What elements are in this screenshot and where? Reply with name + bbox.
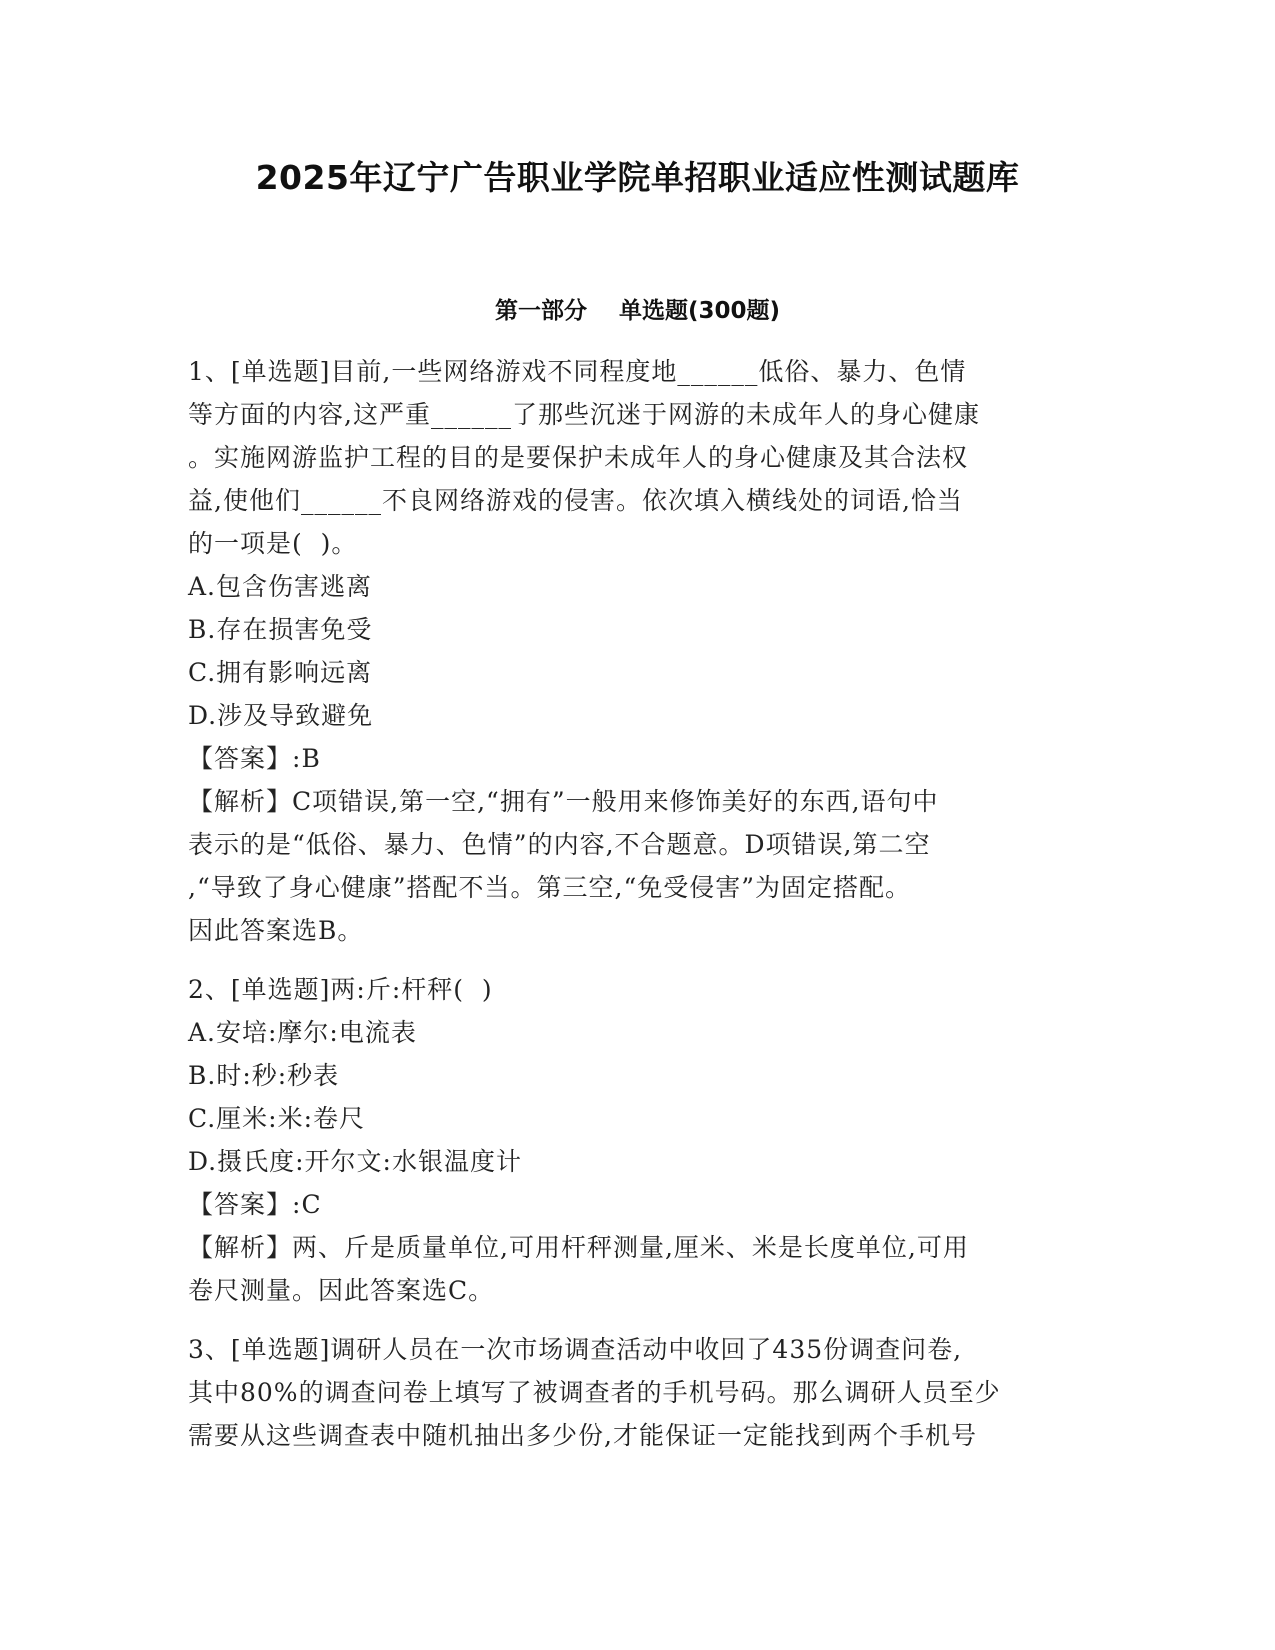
- analysis-line: 表示的是“低俗、暴力、色情”的内容,不合题意。D项错误,第二空: [188, 830, 931, 859]
- analysis-line: 卷尺测量。因此答案选C。: [188, 1276, 495, 1305]
- option-a: A.包含伤害逃离: [188, 572, 373, 601]
- document-body: [188, 350, 1088, 1457]
- analysis-line: ,“导致了身心健康”搭配不当。第三空,“免受侵害”为固定搭配。: [188, 873, 912, 902]
- question-3: [188, 1328, 1088, 1457]
- document-title: 2025年辽宁广告职业学院单招职业适应性测试题库: [255, 158, 1020, 197]
- analysis-line: [188, 1226, 1088, 1269]
- question-stem-line: 1、[单选题]目前,一些网络游戏不同程度地______低俗、暴力、色情: [188, 357, 967, 386]
- question-2: [188, 968, 1088, 1312]
- section-heading: 第一部分 单选题(300题): [494, 298, 781, 324]
- question-1: [188, 350, 1088, 952]
- option-c: C.拥有影响远离: [188, 658, 373, 687]
- answer-label: 【答案】: [188, 1190, 293, 1219]
- analysis-text: C项错误,第一空,“拥有”一般用来修饰美好的东西,语句中: [292, 787, 939, 816]
- answer-value: :B: [292, 744, 321, 773]
- analysis-label: 【解析】: [188, 787, 293, 816]
- option-d: D.摄氏度:开尔文:水银温度计: [188, 1147, 522, 1176]
- option-d: D.涉及导致避免: [188, 701, 374, 730]
- question-stem-line: 益,使他们______不良网络游戏的侵害。依次填入横线处的词语,恰当: [188, 486, 963, 515]
- answer-line: [188, 1183, 1088, 1226]
- question-stem-line: 2、[单选题]两:斤:杆秤( ): [188, 975, 493, 1004]
- answer-label: 【答案】: [188, 744, 293, 773]
- analysis-line: 因此答案选B。: [188, 916, 364, 945]
- option-c: C.厘米:米:卷尺: [188, 1104, 366, 1133]
- question-stem-line: 等方面的内容,这严重______了那些沉迷于网游的未成年人的身心健康: [188, 400, 980, 429]
- answer-line: [188, 737, 1088, 780]
- option-a: A.安培:摩尔:电流表: [188, 1018, 417, 1047]
- analysis-label: 【解析】: [188, 1233, 293, 1262]
- question-stem-line: 3、[单选题]调研人员在一次市场调查活动中收回了435份调查问卷,: [188, 1335, 963, 1364]
- option-b: B.时:秒:秒表: [188, 1061, 340, 1090]
- answer-value: :C: [292, 1190, 322, 1219]
- question-spacer: [188, 952, 1088, 968]
- option-b: B.存在损害免受: [188, 615, 373, 644]
- analysis-text: 两、斤是质量单位,可用杆秤测量,厘米、米是长度单位,可用: [292, 1233, 969, 1262]
- question-stem-line: 的一项是( )。: [188, 529, 358, 558]
- question-stem-line: 其中80%的调查问卷上填写了被调查者的手机号码。那么调研人员至少: [188, 1378, 1001, 1407]
- question-stem-line: 。实施网游监护工程的目的是要保护未成年人的身心健康及其合法权: [188, 443, 969, 472]
- question-stem-line: 需要从这些调查表中随机抽出多少份,才能保证一定能找到两个手机号: [188, 1421, 977, 1450]
- analysis-line: [188, 780, 1088, 823]
- question-spacer: [188, 1312, 1088, 1328]
